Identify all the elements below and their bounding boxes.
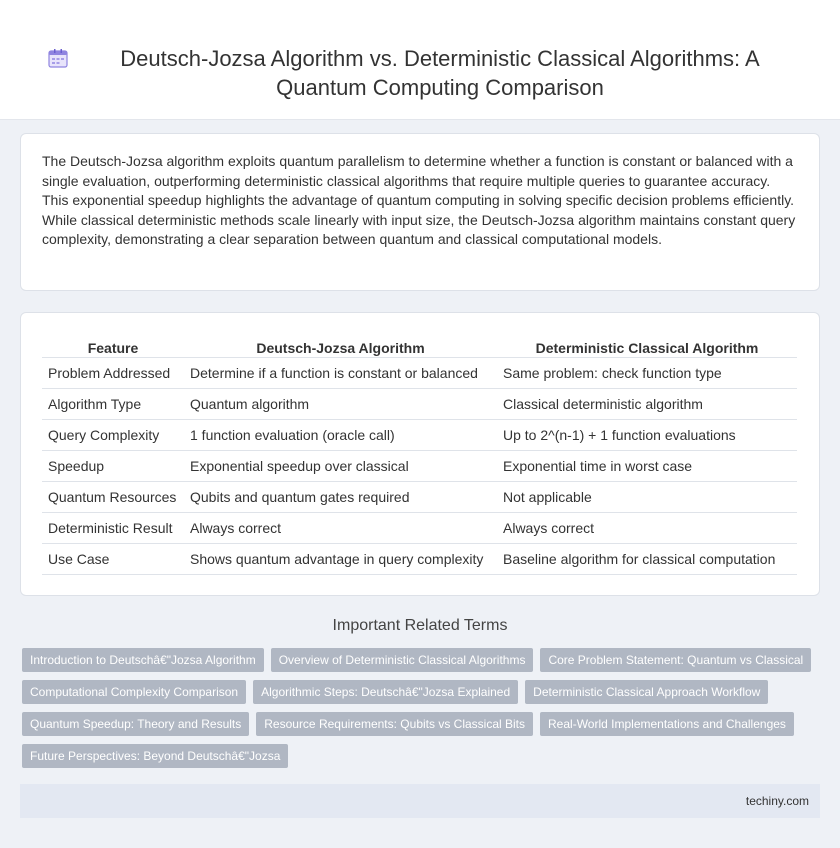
intro-text: The Deutsch-Jozsa algorithm exploits quantum parallelism to determine whether a function is constant or balanced with a single evaluation, outperforming deterministic classical algorithms that require multiple queries to guarantee accuracy. This exponential speedup highlights the advantage of quantum computing in solving specific decision problems efficiently. While classical deterministic methods scale linearly with input size, the Deutsch-Jozsa algorithm maintains constant query complexity, demonstrating a clear separation between quantum and classical computational models. (42, 153, 796, 248)
table-cell: Exponential speedup over classical (184, 450, 497, 481)
related-terms-title: Important Related Terms (332, 617, 508, 634)
table-row (42, 543, 797, 574)
table-cell: Always correct (184, 512, 497, 543)
table-cell: Always correct (497, 512, 797, 543)
related-term-tag[interactable]: Core Problem Statement: Quantum vs Classical (540, 648, 811, 672)
footer-site-link[interactable]: techiny.com (745, 794, 809, 808)
page-footer (20, 784, 820, 818)
table-header: Deterministic Classical Algorithm (497, 331, 797, 357)
table-cell: Classical deterministic algorithm (497, 388, 797, 419)
table-cell: Exponential time in worst case (497, 450, 797, 481)
table-header: Feature (42, 331, 184, 357)
table-cell: Up to 2^(n-1) + 1 function evaluations (497, 419, 797, 450)
table-row (42, 481, 797, 512)
table-cell: Quantum algorithm (184, 388, 497, 419)
intro-card (20, 133, 820, 291)
table-cell: Algorithm Type (42, 388, 184, 419)
table-cell: Determine if a function is constant or balanced (184, 357, 497, 388)
table-row (42, 450, 797, 481)
related-term-tag[interactable]: Resource Requirements: Qubits vs Classical Bits (256, 712, 533, 736)
related-term-tag[interactable]: Future Perspectives: Beyond Deutschâ€"Jozsa (22, 744, 288, 768)
related-term-tag[interactable]: Computational Complexity Comparison (22, 680, 246, 704)
related-terms-list (22, 648, 822, 768)
comparison-table-card (20, 312, 820, 596)
table-cell: Qubits and quantum gates required (184, 481, 497, 512)
related-term-tag[interactable]: Algorithmic Steps: Deutschâ€"Jozsa Explained (253, 680, 518, 704)
table-cell: Problem Addressed (42, 357, 184, 388)
page-header (0, 0, 840, 120)
table-header: Deutsch-Jozsa Algorithm (184, 331, 497, 357)
page-title: Deutsch-Jozsa Algorithm vs. Deterministic Classical Algorithms: A Quantum Computing Comparison (120, 46, 760, 100)
related-term-tag[interactable]: Real-World Implementations and Challenges (540, 712, 794, 736)
table-cell: Deterministic Result (42, 512, 184, 543)
table-row (42, 419, 797, 450)
table-cell: Shows quantum advantage in query complexity (184, 543, 497, 574)
related-term-tag[interactable]: Overview of Deterministic Classical Algorithms (271, 648, 534, 672)
table-row (42, 388, 797, 419)
table-cell: 1 function evaluation (oracle call) (184, 419, 497, 450)
table-cell: Use Case (42, 543, 184, 574)
table-cell: Not applicable (497, 481, 797, 512)
related-term-tag[interactable]: Quantum Speedup: Theory and Results (22, 712, 249, 736)
table-cell: Same problem: check function type (497, 357, 797, 388)
table-cell: Speedup (42, 450, 184, 481)
table-cell: Quantum Resources (42, 481, 184, 512)
related-term-tag[interactable]: Deterministic Classical Approach Workflow (525, 680, 768, 704)
table-cell: Baseline algorithm for classical computation (497, 543, 797, 574)
table-row (42, 357, 797, 388)
table-row (42, 512, 797, 543)
related-term-tag[interactable]: Introduction to Deutschâ€"Jozsa Algorithm (22, 648, 264, 672)
table-cell: Query Complexity (42, 419, 184, 450)
comparison-table (42, 331, 797, 575)
table-header-row (42, 331, 797, 357)
